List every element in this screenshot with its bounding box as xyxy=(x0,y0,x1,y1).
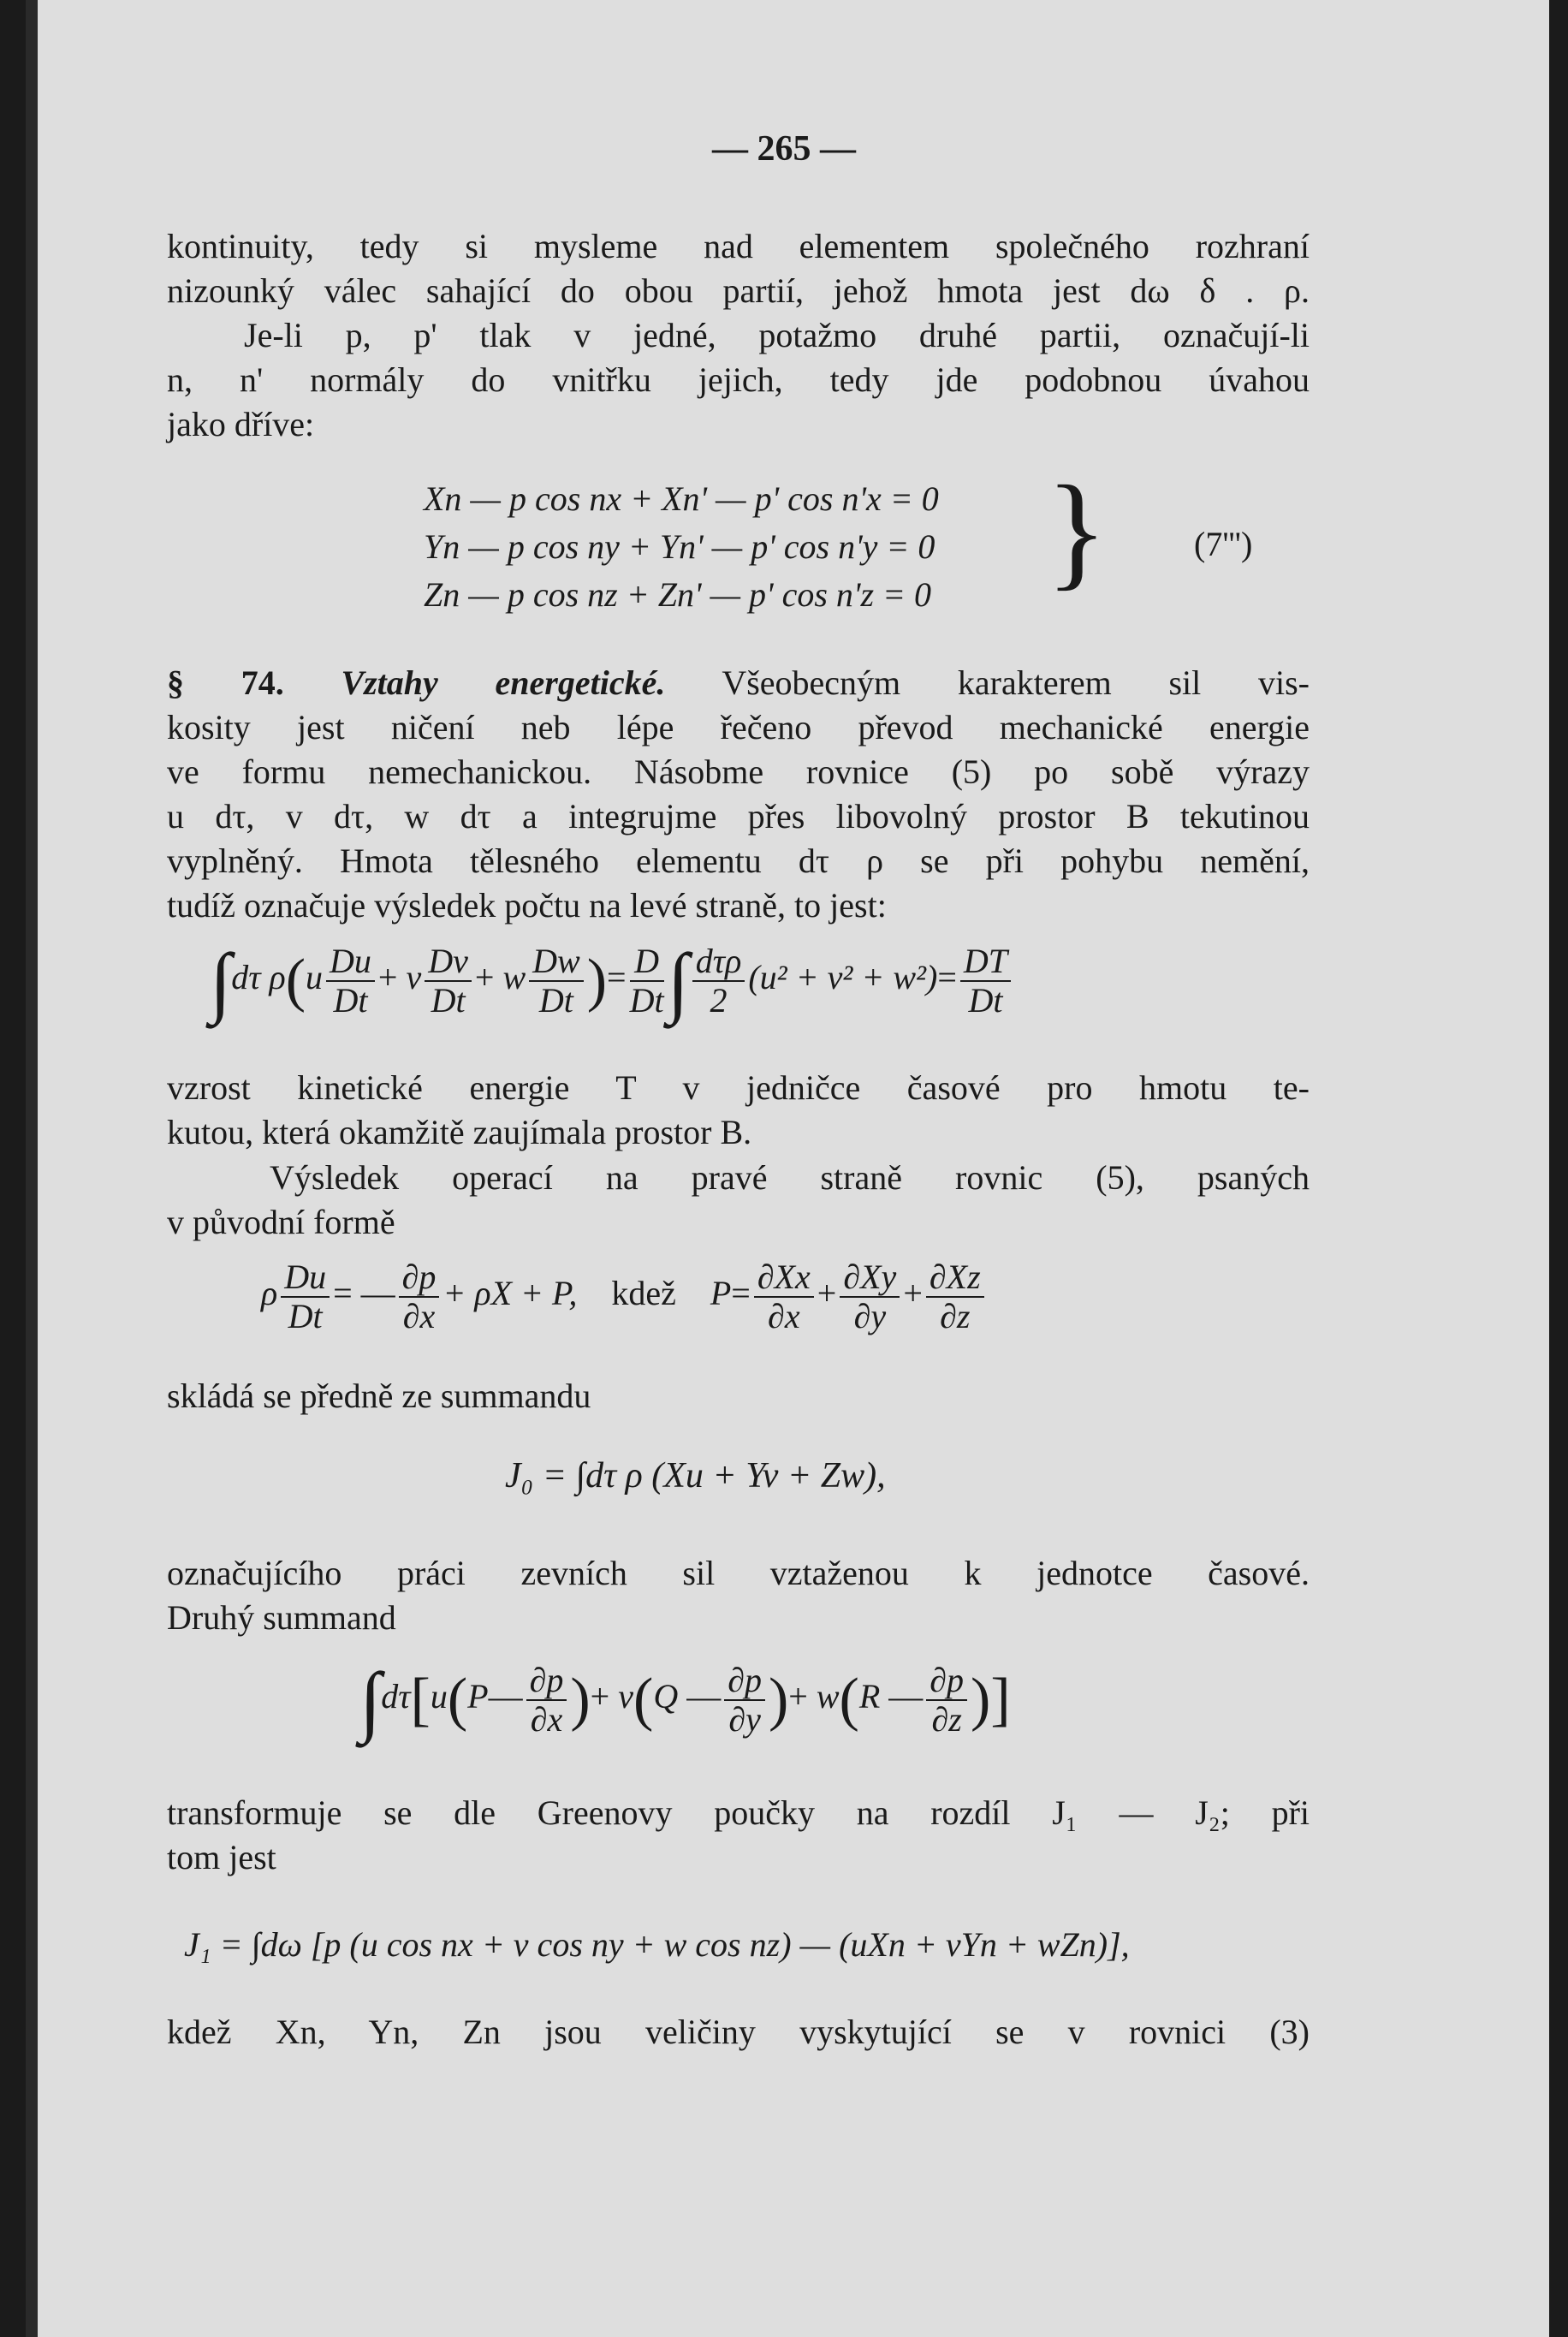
text-line: v původní formě xyxy=(167,1203,395,1241)
text-line: označujícího práci zevních sil vztaženou k jednotce časové. xyxy=(167,1554,1310,1592)
equation-J1: J₁ = ∫dω [p (u cos nx + v cos ny + w cos nz) — (uXn + vYn + wZn)], xyxy=(184,1925,1130,1964)
text-line: Výsledek operací na pravé straně rovnic (5), psaných xyxy=(270,1158,1310,1197)
text-line: u dτ, v dτ, w dτ a integrujme přes libovolný prostor B tekutinou xyxy=(167,797,1310,835)
text-line: transformuje se dle Greenovy poučky na rozdíl J₁ — J₂; při xyxy=(167,1793,1310,1832)
text-line: kosity jest ničení neb lépe řečeno převod mechanické energie xyxy=(167,708,1310,746)
section-title: Vztahy energetické. xyxy=(341,663,666,702)
paragraph-6 xyxy=(167,1551,1310,1640)
equation-row: Zn — p cos nz + Zn' — p' cos n'z = 0 xyxy=(424,575,932,614)
paragraph-7 xyxy=(167,1791,1310,1880)
section-heading-line xyxy=(167,661,1310,705)
text-line: tudíž označuje výsledek počtu na levé straně, to jest: xyxy=(167,886,887,925)
section-74 xyxy=(167,661,1310,928)
section-number: § 74. xyxy=(167,663,284,702)
paragraph-2 xyxy=(167,313,1310,447)
equation-second-summand: ∫dτ[u(P— $\frac{\partial p}{\partial x}$ )+ v(Q — $\frac{\partial p}{\partial y}$ )+ w(R — $\frac{\partial p}{\partial z}$ )] xyxy=(359,1656,1011,1744)
text-line: kontinuity, tedy si mysleme nad elementem společného rozhraní xyxy=(167,227,1310,265)
text-line: ve formu nemechanickou. Násobme rovnice (5) po sobě výrazy xyxy=(167,752,1310,791)
equation-kinetic-energy: ∫dτ ρ(u $\frac{Du}{Dt}$ + v $\frac{Dv}{Dt}$ + w $\frac{Dw}{Dt}$ )= $\frac{D}{Dt}$ ∫ $\frac{\text{dτρ}}{2}$ (u² + v² + w²)= $\frac{DT}{Dt}$ xyxy=(210,942,1014,1020)
equation-row: Xn — p cos nx + Xn' — p' cos n'x = 0 xyxy=(424,479,939,518)
paragraph-5 xyxy=(167,1374,1310,1418)
paragraph-3 xyxy=(167,1066,1310,1155)
right-brace: } xyxy=(1046,460,1108,602)
text-line: tom jest xyxy=(167,1838,276,1876)
text-line: Je-li p, p' tlak v jedné, potažmo druhé partii, označují-li xyxy=(244,316,1310,354)
paragraph-8 xyxy=(167,2010,1310,2055)
text-line: jako dříve: xyxy=(167,405,315,443)
equation-J0: J₀ = ∫dτ ρ (Xu + Yv + Zw), xyxy=(505,1456,886,1496)
text-line: kutou, která okamžitě zaujímala prostor B. xyxy=(167,1113,752,1151)
text-line: nizounký válec sahající do obou partií, jehož hmota jest dω δ . ρ. xyxy=(167,271,1310,310)
text-line: Druhý summand xyxy=(167,1598,396,1637)
equation-row: Yn — p cos ny + Yn' — p' cos n'y = 0 xyxy=(424,527,935,566)
text-line: skládá se předně ze summandu xyxy=(167,1377,591,1415)
equation-system xyxy=(424,475,939,619)
text-line: kdež Xn, Yn, Zn jsou veličiny vyskytující se v rovnici (3) xyxy=(167,2013,1310,2051)
page-number: — 265 — xyxy=(712,129,856,169)
page-edge-shadow xyxy=(26,0,38,2337)
text-line: n, n' normály do vnitřku jejich, tedy jde podobnou úvahou xyxy=(167,360,1310,399)
equation-label: (7''') xyxy=(1194,525,1253,563)
text-line: vyplněný. Hmota tělesného elementu dτ ρ se při pohybu nemění, xyxy=(167,841,1310,880)
text-line: Všeobecným karakterem sil vis- xyxy=(722,663,1310,702)
equation-force: ρ $\frac{Du}{Dt}$ = — $\frac{\partial p}{\partial x}$ + ρX + P, kdež P= $\frac{\partial Xx}{\partial x}$ + $\frac{\partial Xy}{\partial y}$ + $\frac{\partial Xz}{\partial z}$ xyxy=(261,1258,988,1335)
text-line: vzrost kinetické energie T v jedničce časové pro hmotu te- xyxy=(167,1068,1310,1107)
paragraph-1 xyxy=(167,224,1310,313)
paragraph-4 xyxy=(167,1156,1310,1245)
